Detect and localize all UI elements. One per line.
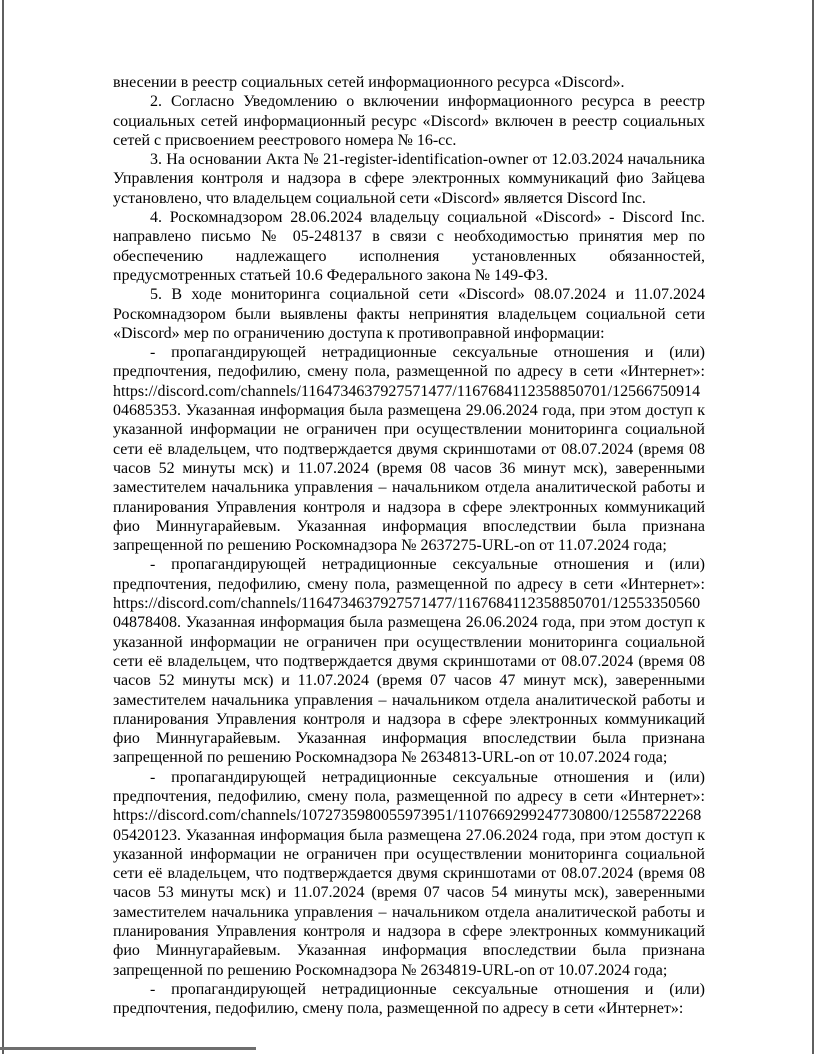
paragraph-item-4: 4. Роскомнадзором 28.06.2024 владельцу социальной «Discord» - Discord Inc. направлено письмо № 05-248137 в связи с необходимостью принятия мер по обеспечению надлежащего исполнения установленных обязанностей, предусмотренных статьей 10.6 Федерального закона № 149-ФЗ. xyxy=(113,209,705,284)
paragraph-continuation: внесении в реестр социальных сетей информационного ресурса «Discord». xyxy=(113,74,625,91)
document-body xyxy=(113,73,705,1019)
paragraph-item-2: 2. Согласно Уведомлению о включении информационного ресурса в реестр социальных сетей информационный ресурс «Discord» включен в реестр социальных сетей с присвоением реестрового номера № 16-сс. xyxy=(113,93,705,149)
page-border-bottom xyxy=(0,1047,256,1050)
violation-entry-3: - пропагандирующей нетрадиционные сексуальные отношения и (или) предпочтения, педофилию, смену пола, размещенной по адресу в сети «Интернет»: https://discord.com/channels/1072735980055973951/1107669299247730800/1255872226805420123. Указанная информация была размещена 27.06.2024 года, при этом доступ к указанной информации не ограничен при осуществлении мониторинга социальной сети её владельцем, что подтверждается двумя скриншотами от 08.07.2024 (время 08 часов 53 минуты мск) и 11.07.2024 (время 07 часов 54 минуты мск), заверенными заместителем начальника управления – начальником отдела аналитической работы и планирования Управления контроля и надзора в сфере электронных коммуникаций фио Миннугарайевым. Указанная информация впоследствии была признана запрещенной по решению Роскомнадзора № 2634819-URL-on от 10.07.2024 года; xyxy=(113,768,705,979)
page-border-left xyxy=(2,0,4,1054)
violation-entry-1: - пропагандирующей нетрадиционные сексуальные отношения и (или) предпочтения, педофилию, смену пола, размещенной по адресу в сети «Интернет»: https://discord.com/channels/1164734637927571477/1167684112358850701/1256675091404685353. Указанная информация была размещена 29.06.2024 года, при этом доступ к указанной информации не ограничен при осуществлении мониторинга социальной сети её владельцем, что подтверждается двумя скриншотами от 08.07.2024 (время 08 часов 52 минуты мск) и 11.07.2024 (время 08 часов 36 минут мск), заверенными заместителем начальника управления – начальником отдела аналитической работы и планирования Управления контроля и надзора в сфере электронных коммуникаций фио Миннугарайевым. Указанная информация впоследствии была признана запрещенной по решению Роскомнадзора № 2637275-URL-on от 11.07.2024 года; xyxy=(113,344,705,555)
violation-entry-2: - пропагандирующей нетрадиционные сексуальные отношения и (или) предпочтения, педофилию, смену пола, размещенной по адресу в сети «Интернет»: https://discord.com/channels/1164734637927571477/1167684112358850701/1255335056004878408. Указанная информация была размещена 26.06.2024 года, при этом доступ к указанной информации не ограничен при осуществлении мониторинга социальной сети её владельцем, что подтверждается двумя скриншотами от 08.07.2024 (время 08 часов 52 минуты мск) и 11.07.2024 (время 07 часов 47 минут мск), заверенными заместителем начальника управления – начальником отдела аналитической работы и планирования Управления контроля и надзора в сфере электронных коммуникаций фио Миннугарайевым. Указанная информация впоследствии была признана запрещенной по решению Роскомнадзора № 2634813-URL-on от 10.07.2024 года; xyxy=(113,556,705,767)
paragraph-item-5: 5. В ходе мониторинга социальной сети «Discord» 08.07.2024 и 11.07.2024 Роскомнадзором были выявлены факты непринятия владельцем социальной сети «Discord» мер по ограничению доступа к противоправной информации: xyxy=(113,286,705,342)
page-border-right xyxy=(812,0,814,1054)
paragraph-item-3: 3. На основании Акта № 21-register-identification-owner от 12.03.2024 начальника Управления контроля и надзора в сфере электронных коммуникаций фио Зайцева установлено, что владельцем социальной сети «Discord» является Discord Inc. xyxy=(113,151,705,207)
violation-entry-4-truncated: - пропагандирующей нетрадиционные сексуальные отношения и (или) предпочтения, педофилию, смену пола, размещенной по адресу в сети «Интернет»: xyxy=(113,980,705,1018)
